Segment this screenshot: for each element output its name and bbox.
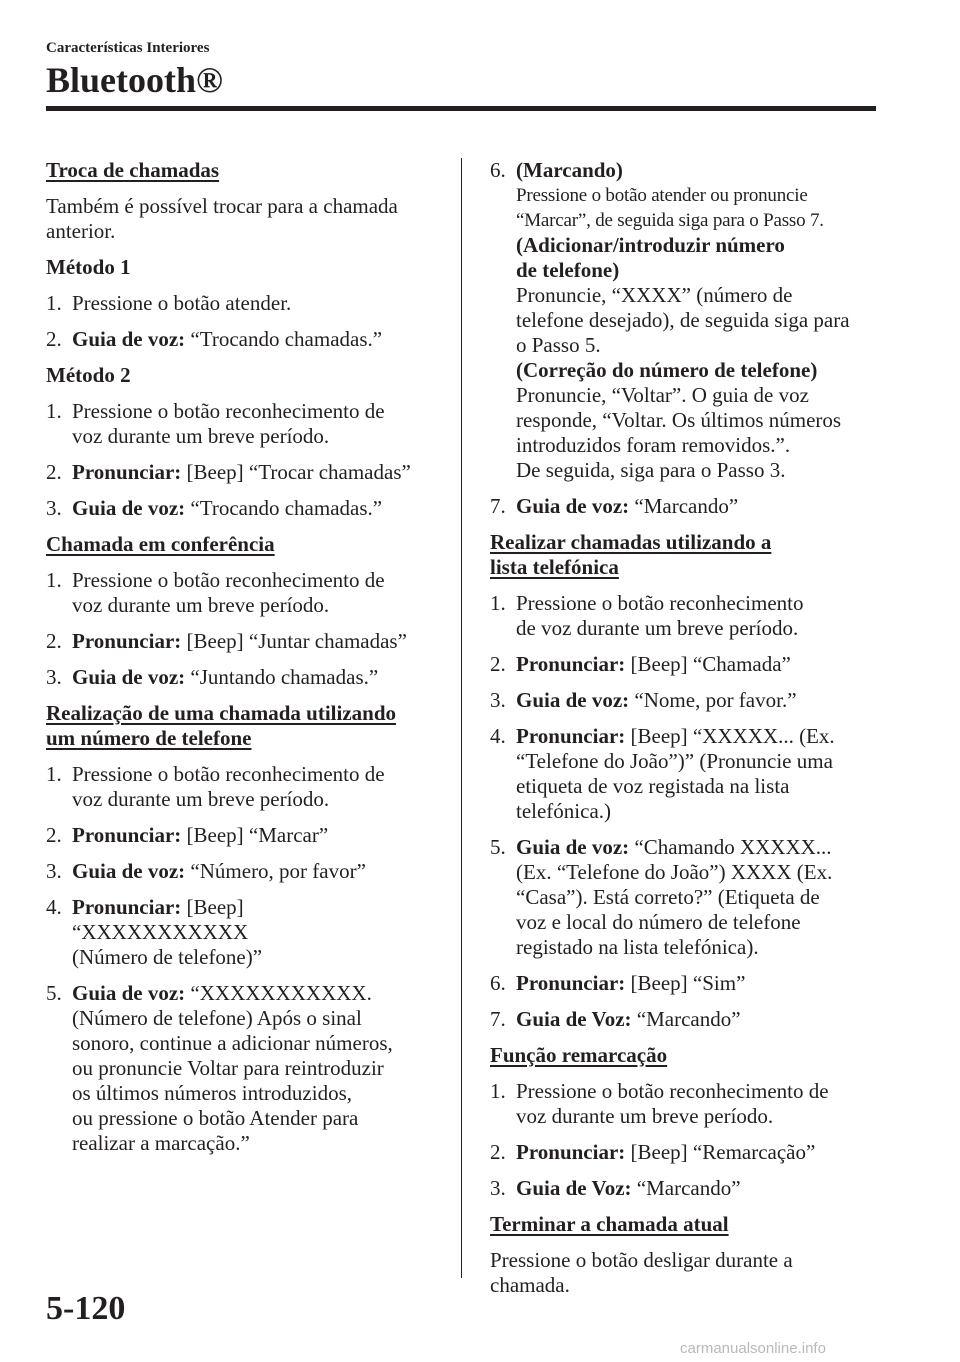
step — [490, 591, 885, 641]
step — [46, 665, 436, 690]
header-rule — [46, 106, 876, 111]
text-line: Pressione o botão desligar durante a — [490, 1248, 793, 1272]
step-text: [Beep] “Remarcação” — [630, 1140, 816, 1164]
step — [46, 981, 436, 1156]
step-label: Guia de voz: — [72, 327, 186, 351]
heading-realizacao-numero — [46, 701, 436, 751]
heading-funcao-remarcacao: Função remarcação — [490, 1043, 668, 1067]
step-label: Guia de voz: — [72, 496, 186, 520]
step-number: 7. — [490, 494, 506, 518]
step-text: etiqueta de voz registada na lista — [516, 774, 790, 798]
step-text: “Chamando XXXXX... — [634, 835, 832, 859]
step-label: Guia de voz: — [72, 665, 186, 689]
step-label: Guia de voz: — [516, 835, 630, 859]
step — [46, 327, 436, 352]
step-text: “Marcando” — [634, 494, 739, 518]
step-label: Guia de voz: — [516, 688, 630, 712]
step-label: Pronunciar: — [516, 1140, 626, 1164]
step-label: Pronunciar: — [72, 629, 182, 653]
step-label: Pronunciar: — [72, 823, 182, 847]
column-divider — [461, 158, 462, 1278]
section-label: Características Interiores — [46, 40, 210, 56]
step-text: [Beep] “XXXXX... (Ex. — [630, 724, 835, 748]
step — [490, 652, 885, 677]
step — [46, 460, 436, 485]
step-text: “Casa”). Está correto?” (Etiqueta de — [516, 885, 820, 909]
page-number: 5-120 — [46, 1290, 126, 1327]
step-subheading: de telefone) — [516, 258, 620, 282]
step-label: Pronunciar: — [72, 460, 182, 484]
step-number: 2. — [490, 652, 506, 676]
step-number: 3. — [46, 665, 62, 689]
step-text: Pronuncie, “Voltar”. O guia de voz — [516, 383, 809, 407]
step — [490, 724, 885, 824]
step-text: voz e local do número de telefone — [516, 910, 801, 934]
step-text: [Beep] “Trocar chamadas” — [186, 460, 411, 484]
step-text: “Nome, por favor.” — [634, 688, 797, 712]
step-label: Pronunciar: — [516, 724, 626, 748]
step-number: 3. — [490, 1176, 506, 1200]
step-subheading: (Marcando) — [516, 158, 623, 182]
step-text: telefone desejado), de seguida siga para — [516, 308, 850, 332]
step-text: de voz durante um breve período. — [516, 616, 799, 640]
step-label: Pronunciar: — [72, 895, 182, 919]
step-number: 5. — [46, 981, 62, 1005]
step-text: (Número de telefone) Após o sinal — [72, 1006, 362, 1030]
step-text: [Beep] “Juntar chamadas” — [186, 629, 407, 653]
text-line: chamada. — [490, 1273, 570, 1297]
step-number: 1. — [46, 399, 62, 423]
step-number: 2. — [46, 629, 62, 653]
step-label: Guia de voz: — [72, 981, 186, 1005]
step — [490, 971, 885, 996]
heading-line: Realizar chamadas utilizando a — [490, 530, 772, 554]
step-text: “Telefone do João”)” (Pronuncie uma — [516, 749, 833, 773]
step — [46, 496, 436, 521]
step — [46, 762, 436, 812]
step-number: 1. — [46, 568, 62, 592]
step — [490, 688, 885, 713]
troca-intro: Também é possível trocar para a chamada anterior. — [46, 194, 398, 243]
step-text: De seguida, siga para o Passo 3. — [516, 458, 786, 482]
step-text: “Marcando” — [636, 1176, 741, 1200]
step-label: Guia de Voz: — [516, 1007, 632, 1031]
step — [490, 1079, 885, 1129]
step-text: sonoro, continue a adicionar números, — [72, 1031, 393, 1055]
step-text: telefónica.) — [516, 799, 612, 823]
step — [490, 1176, 885, 1201]
step-text: voz durante um breve período. — [72, 424, 330, 448]
step-text: voz durante um breve período. — [72, 593, 330, 617]
step-label: Guia de voz: — [516, 494, 630, 518]
step-text: Pressione o botão atender ou pronuncie — [516, 185, 808, 206]
step-text: “Trocando chamadas.” — [190, 496, 383, 520]
step-text: voz durante um breve período. — [72, 787, 330, 811]
step-label: Pronunciar: — [516, 971, 626, 995]
step-number: 2. — [490, 1140, 506, 1164]
step-number: 1. — [490, 591, 506, 615]
step-text: [Beep] “Marcar” — [186, 823, 329, 847]
step-number: 6. — [490, 158, 506, 182]
step-text: introduzidos foram removidos.”. — [516, 433, 791, 457]
heading-line: Realização de uma chamada utilizando — [46, 701, 396, 725]
step-text: ou pronuncie Voltar para reintroduzir — [72, 1056, 384, 1080]
step-text: “Marcando” — [636, 1007, 741, 1031]
method-2-label: Método 2 — [46, 363, 131, 387]
step-text: “XXXXXXXXXXX — [72, 920, 249, 944]
step — [490, 494, 885, 519]
step-text: (Ex. “Telefone do João”) XXXX (Ex. — [516, 860, 833, 884]
step-subheading: (Correção do número de telefone) — [516, 358, 818, 382]
step-number: 4. — [490, 724, 506, 748]
heading-troca-de-chamadas: Troca de chamadas — [46, 158, 220, 182]
heading-line: um número de telefone — [46, 726, 252, 750]
step — [46, 291, 436, 316]
step-text: os últimos números introduzidos, — [72, 1081, 352, 1105]
heading-terminar-chamada: Terminar a chamada atual — [490, 1212, 729, 1236]
step-number: 3. — [490, 688, 506, 712]
step-number: 5. — [490, 835, 506, 859]
heading-chamada-em-conferencia: Chamada em conferência — [46, 532, 275, 556]
step — [46, 399, 436, 449]
step-number: 2. — [46, 823, 62, 847]
step-text: voz durante um breve período. — [516, 1104, 774, 1128]
step-text: Pressione o botão reconhecimento de — [516, 1079, 829, 1103]
step-text: ou pressione o botão Atender para — [72, 1106, 359, 1130]
step-text: Pressione o botão atender. — [72, 291, 292, 315]
heading-line: lista telefónica — [490, 555, 619, 579]
step-subheading: (Adicionar/introduzir número — [516, 233, 785, 257]
step-text: Pressione o botão reconhecimento de — [72, 568, 385, 592]
step — [490, 1140, 885, 1165]
step-text: realizar a marcação.” — [72, 1131, 250, 1155]
method-1-label: Método 1 — [46, 255, 131, 279]
step — [46, 895, 436, 970]
heading-lista-telefonica — [490, 530, 885, 580]
left-column — [46, 158, 436, 1167]
step-text: “XXXXXXXXXXX. — [190, 981, 372, 1005]
step-text: “Juntando chamadas.” — [190, 665, 379, 689]
step-text: “Marcar”, de seguida siga para o Passo 7. — [516, 210, 824, 231]
step-text: “Número, por favor” — [190, 859, 366, 883]
step-text: [Beep] “Chamada” — [630, 652, 791, 676]
step — [46, 629, 436, 654]
step-number: 1. — [46, 762, 62, 786]
step-number: 3. — [46, 859, 62, 883]
step — [46, 568, 436, 618]
watermark: carmanualsonline.info — [680, 1340, 826, 1357]
step-text: o Passo 5. — [516, 333, 601, 357]
right-column — [490, 158, 885, 1309]
step-number: 4. — [46, 895, 62, 919]
step-number: 1. — [46, 291, 62, 315]
step-number: 2. — [46, 460, 62, 484]
step — [46, 859, 436, 884]
step-text: (Número de telefone)” — [72, 945, 263, 969]
chapter-title: Bluetooth® — [46, 60, 223, 100]
step-text: Pressione o botão reconhecimento de — [72, 762, 385, 786]
step-number: 7. — [490, 1007, 506, 1031]
step-label: Guia de voz: — [72, 859, 186, 883]
step-text: “Trocando chamadas.” — [190, 327, 383, 351]
step-text: Pressione o botão reconhecimento — [516, 591, 804, 615]
step-number: 1. — [490, 1079, 506, 1103]
step — [490, 1007, 885, 1032]
step-text: registado na lista telefónica). — [516, 935, 759, 959]
step-text: Pronuncie, “XXXX” (número de — [516, 283, 793, 307]
step-text: responde, “Voltar. Os últimos números — [516, 408, 842, 432]
step — [490, 835, 885, 960]
step — [46, 823, 436, 848]
step — [490, 158, 885, 483]
step-number: 6. — [490, 971, 506, 995]
step-text: [Beep] “Sim” — [630, 971, 746, 995]
step-number: 2. — [46, 327, 62, 351]
step-label: Guia de Voz: — [516, 1176, 632, 1200]
step-text: [Beep] — [186, 895, 244, 919]
step-text: Pressione o botão reconhecimento de — [72, 399, 385, 423]
step-label: Pronunciar: — [516, 652, 626, 676]
terminar-text — [490, 1248, 885, 1298]
step-number: 3. — [46, 496, 62, 520]
